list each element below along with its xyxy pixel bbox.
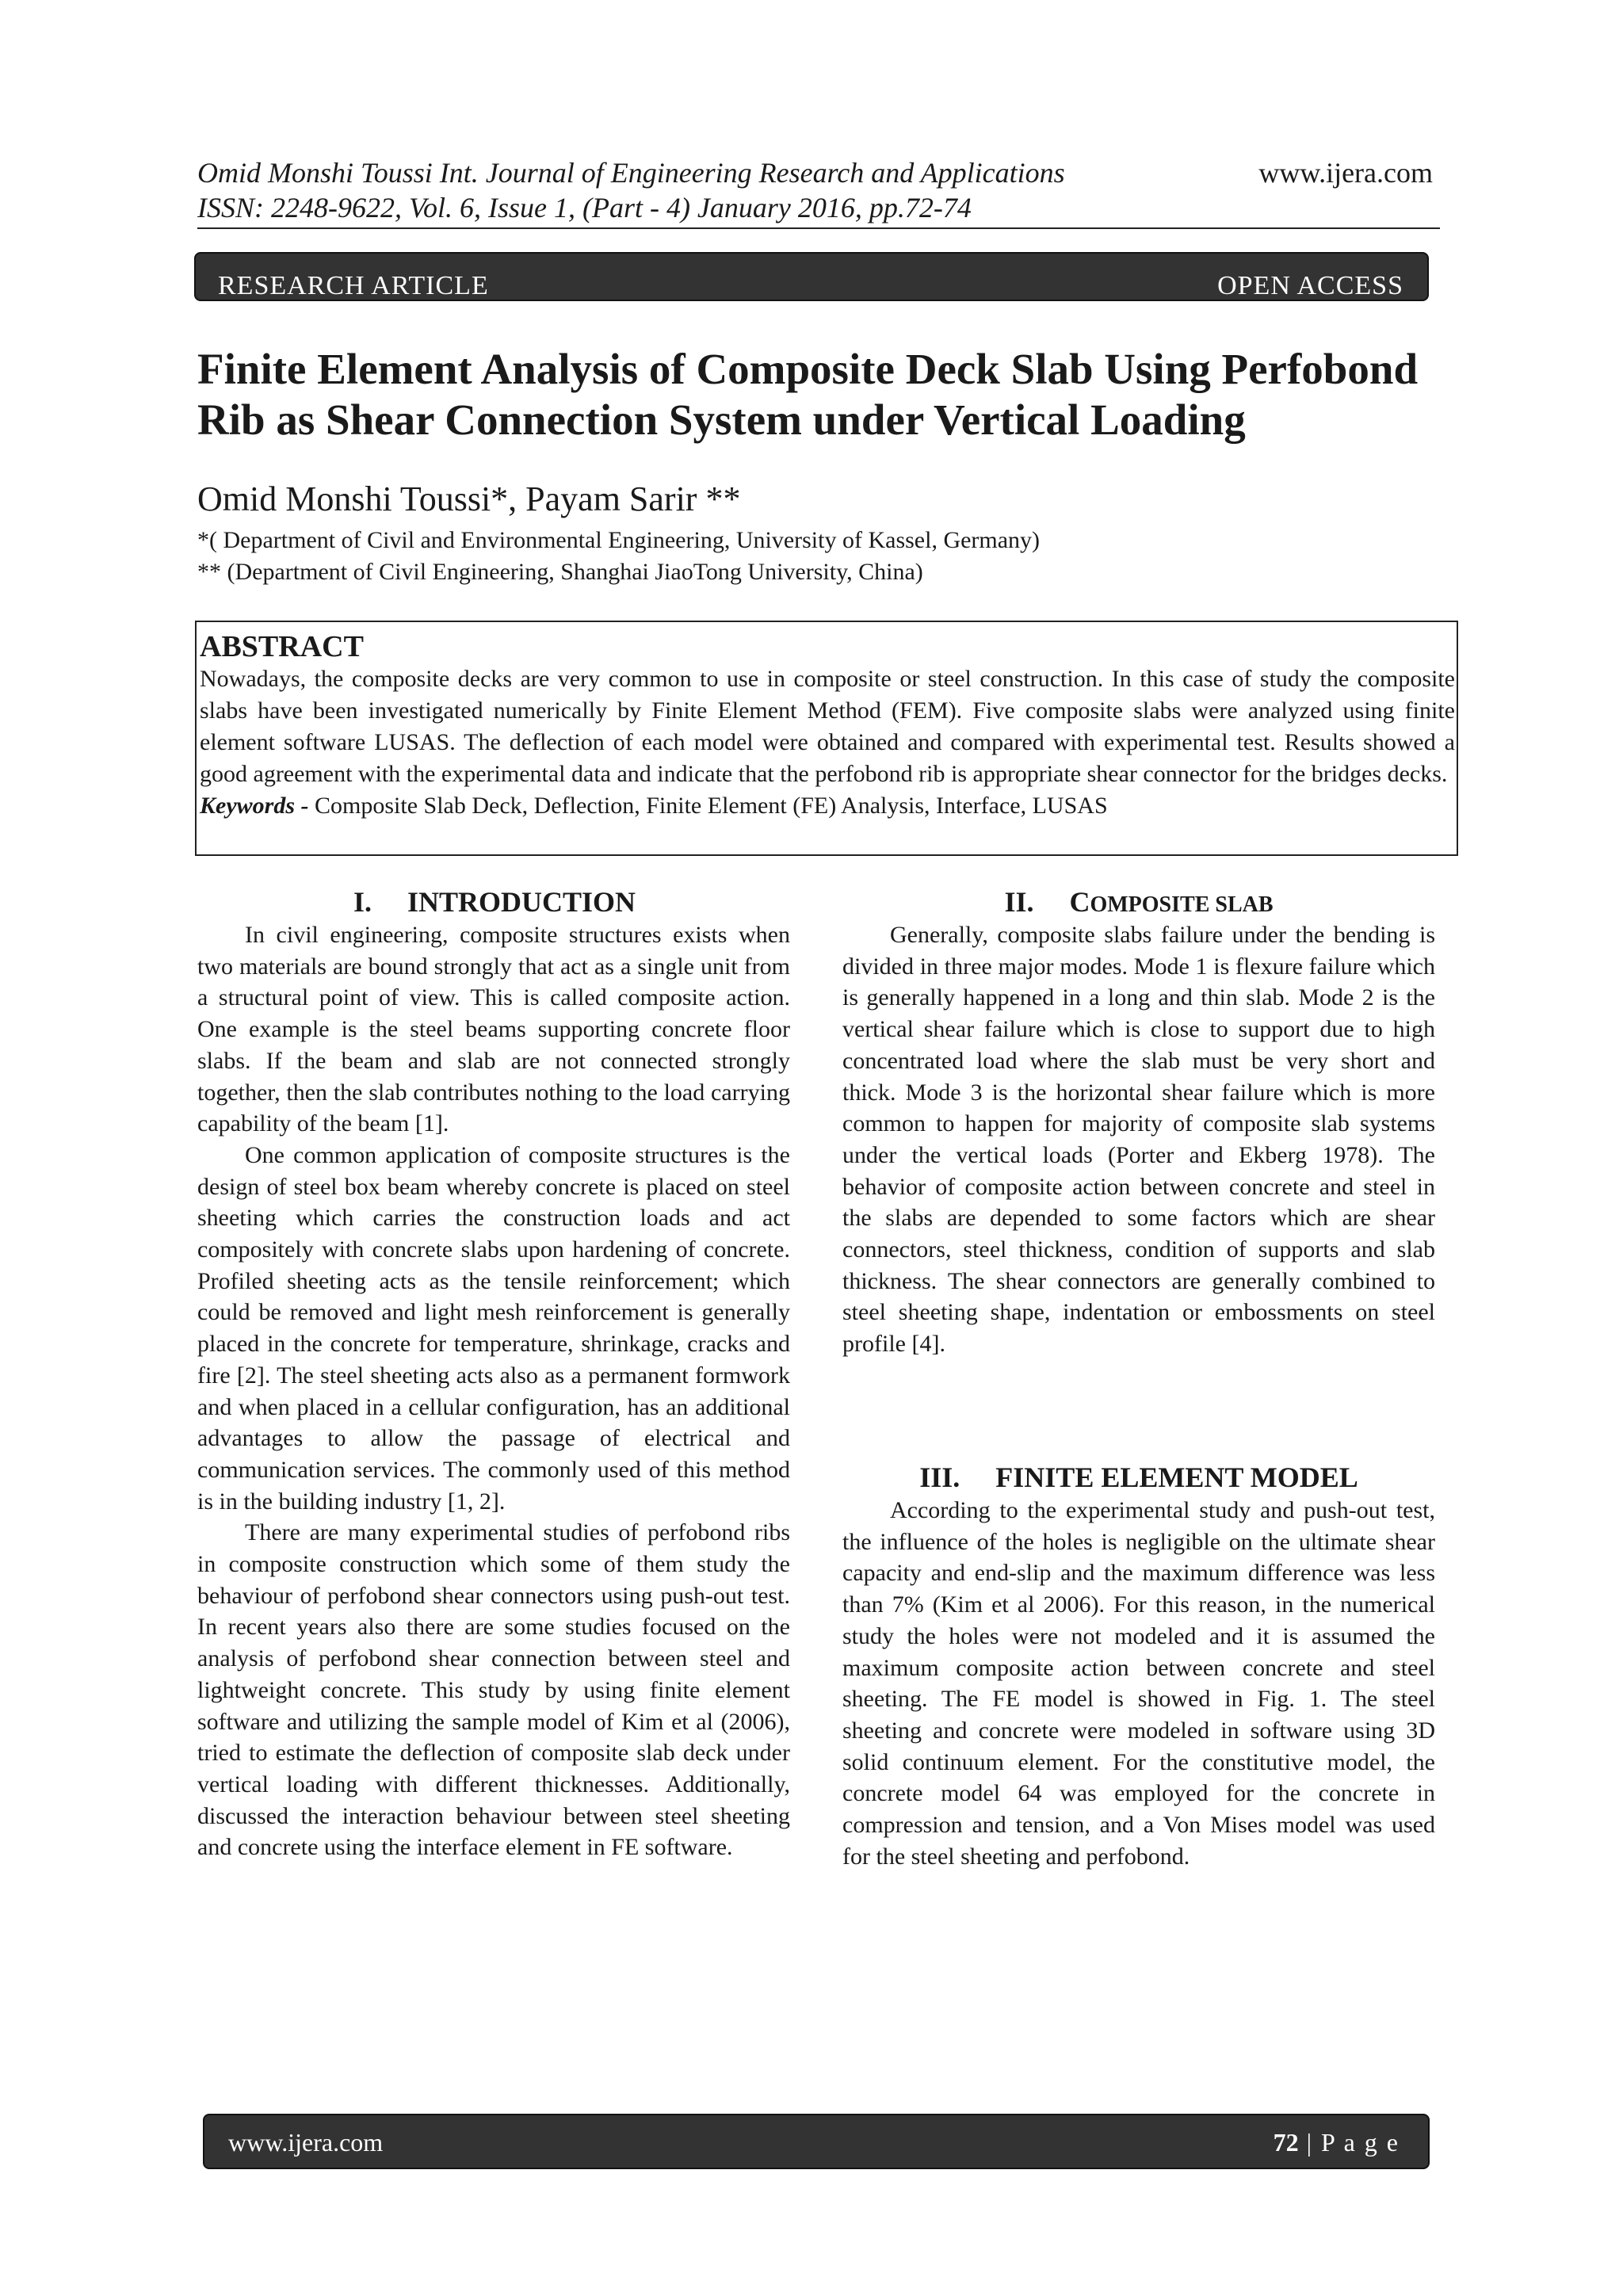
paper-title: Finite Element Analysis of Composite Deck Slab Using Perfobond Rib as Shear Connection System under Vertical Loading xyxy=(197,345,1419,444)
introduction-body xyxy=(197,919,790,1863)
abstract-box xyxy=(195,621,1458,856)
affiliation-1: *( Department of Civil and Environmental Engineering, University of Kassel, Germany) xyxy=(197,527,1041,553)
keywords-label: Keywords - xyxy=(200,793,309,819)
section-composite-slab-heading xyxy=(842,884,1436,923)
journal-header xyxy=(197,155,1228,225)
section-fe-model-heading xyxy=(842,1460,1436,1495)
page-indicator xyxy=(1274,2126,1400,2158)
page-number: 72 xyxy=(1273,2128,1299,2157)
section-title-slab: SLAB xyxy=(1215,892,1274,917)
section-number: III. xyxy=(919,1461,960,1493)
issn-line: ISSN: 2248-9622, Vol. 6, Issue 1, (Part - 4) January 2016, pp.72-74 xyxy=(197,192,972,223)
author-list: Omid Monshi Toussi*, Payam Sarir ** xyxy=(197,479,741,518)
journal-website[interactable]: www.ijera.com xyxy=(1258,157,1433,189)
page-label: | P a g e xyxy=(1298,2128,1400,2157)
section-introduction-heading xyxy=(197,884,792,919)
affiliation-2: ** (Department of Civil Engineering, Shanghai JiaoTong University, China) xyxy=(197,559,923,585)
paragraph: In civil engineering, composite structures exists when two materials are bound strongly that act as a single unit from a structural point of view. This is called composite action. One example is the steel beams supporting concrete floor slabs. If the beam and slab are not connected strongly together, then the slab contributes nothing to the load carrying capability of the beam [1]. xyxy=(197,922,790,1137)
composite-slab-body xyxy=(842,919,1435,1360)
paragraph: One common application of composite structures is the design of steel box beam whereby concrete is placed on steel sheeting which carries the construction loads and act compositely with concrete slabs upon hardening of concrete. Profiled sheeting acts as the tensile reinforcement; which could be removed and light mesh reinforcement is generally placed in the concrete for temperature, shrinkage, cracks and fire [2]. The steel sheeting acts also as a permanent formwork and when placed in a cellular configuration, has an additional advantages to allow the passage of electrical and communication services. The commonly used of this method is in the building industry [1, 2]. xyxy=(197,1141,790,1515)
keywords-line xyxy=(200,790,1455,822)
section-title: FINITE ELEMENT MODEL xyxy=(995,1461,1358,1493)
open-access-label: OPEN ACCESS xyxy=(1217,271,1403,300)
section-number: I. xyxy=(353,886,372,918)
abstract-text: Nowadays, the composite decks are very common to use in composite or steel construction. In this case of study the composite slabs have been investigated numerically by Finite Element Method (FEM). Five composite slabs were analyzed using finite element software LUSAS. The deflection of each model were obtained and compared with experimental test. Results showed a good agreement with the experimental data and indicate that the perfobond rib is appropriate shear connector for the bridges decks. xyxy=(200,666,1455,787)
section-number: II. xyxy=(1004,886,1034,918)
footer-bar xyxy=(203,2114,1430,2169)
abstract-heading: ABSTRACT xyxy=(200,630,364,663)
footer-website[interactable]: www.ijera.com xyxy=(228,2128,384,2157)
header-divider xyxy=(197,227,1440,229)
journal-line: Omid Monshi Toussi Int. Journal of Engineering Research and Applications xyxy=(197,157,1065,189)
paragraph: There are many experimental studies of perfobond ribs in composite construction which some of them study the behaviour of perfobond shear connectors using push-out test. In recent years also there are some studies focused on the analysis of perfobond shear connection between steel and lightweight concrete. This study by using finite element software and utilizing the sample model of Kim et al (2006), tried to estimate the deflection of composite slab deck under vertical loading with different thicknesses. Additionally, discussed the interaction behaviour between steel sheeting and concrete using the interface element in FE software. xyxy=(197,1519,790,1861)
paragraph: Generally, composite slabs failure under the bending is divided in three major modes. Mode 1 is flexure failure which is generally happened in a long and thin slab. Mode 2 is the vertical shear failure which is close to support due to high concentrated load where the slab must be very short and thick. Mode 3 is the horizontal shear failure which is more common to happen for majority of composite slab systems under the vertical loads (Porter and Ekberg 1978). The behavior of composite action between concrete and steel in the slabs are depended to some factors which are shear connectors, steel thickness, condition of supports and slab thickness. The shear connectors are generally combined to steel sheeting shape, indentation or embossments on steel profile [4]. xyxy=(842,922,1435,1358)
section-title: INTRODUCTION xyxy=(407,886,636,918)
keywords-list: Composite Slab Deck, Deflection, Finite Element (FE) Analysis, Interface, LUSAS xyxy=(308,793,1108,819)
article-type-label: RESEARCH ARTICLE xyxy=(218,271,489,300)
section-title-rest: OMPOSITE xyxy=(1090,892,1216,917)
paragraph: According to the experimental study and push-out test, the influence of the holes is negligible on the ultimate shear capacity and end-slip and the maximum difference was less than 7% (Kim et al 2006). For this reason, in the numerical study the holes were not modeled and it is assumed the maximum composite action between concrete and steel sheeting. The FE model is showed in Fig. 1. The steel sheeting and concrete were modeled in software using 3D solid continuum element. For the constitutive model, the concrete model 64 was employed for the concrete in compression and tension, and a Von Mises model was used for the steel sheeting and perfobond. xyxy=(842,1497,1435,1870)
article-type-bar xyxy=(194,252,1429,301)
section-title-initial: C xyxy=(1069,886,1090,918)
fe-model-body xyxy=(842,1495,1435,1872)
